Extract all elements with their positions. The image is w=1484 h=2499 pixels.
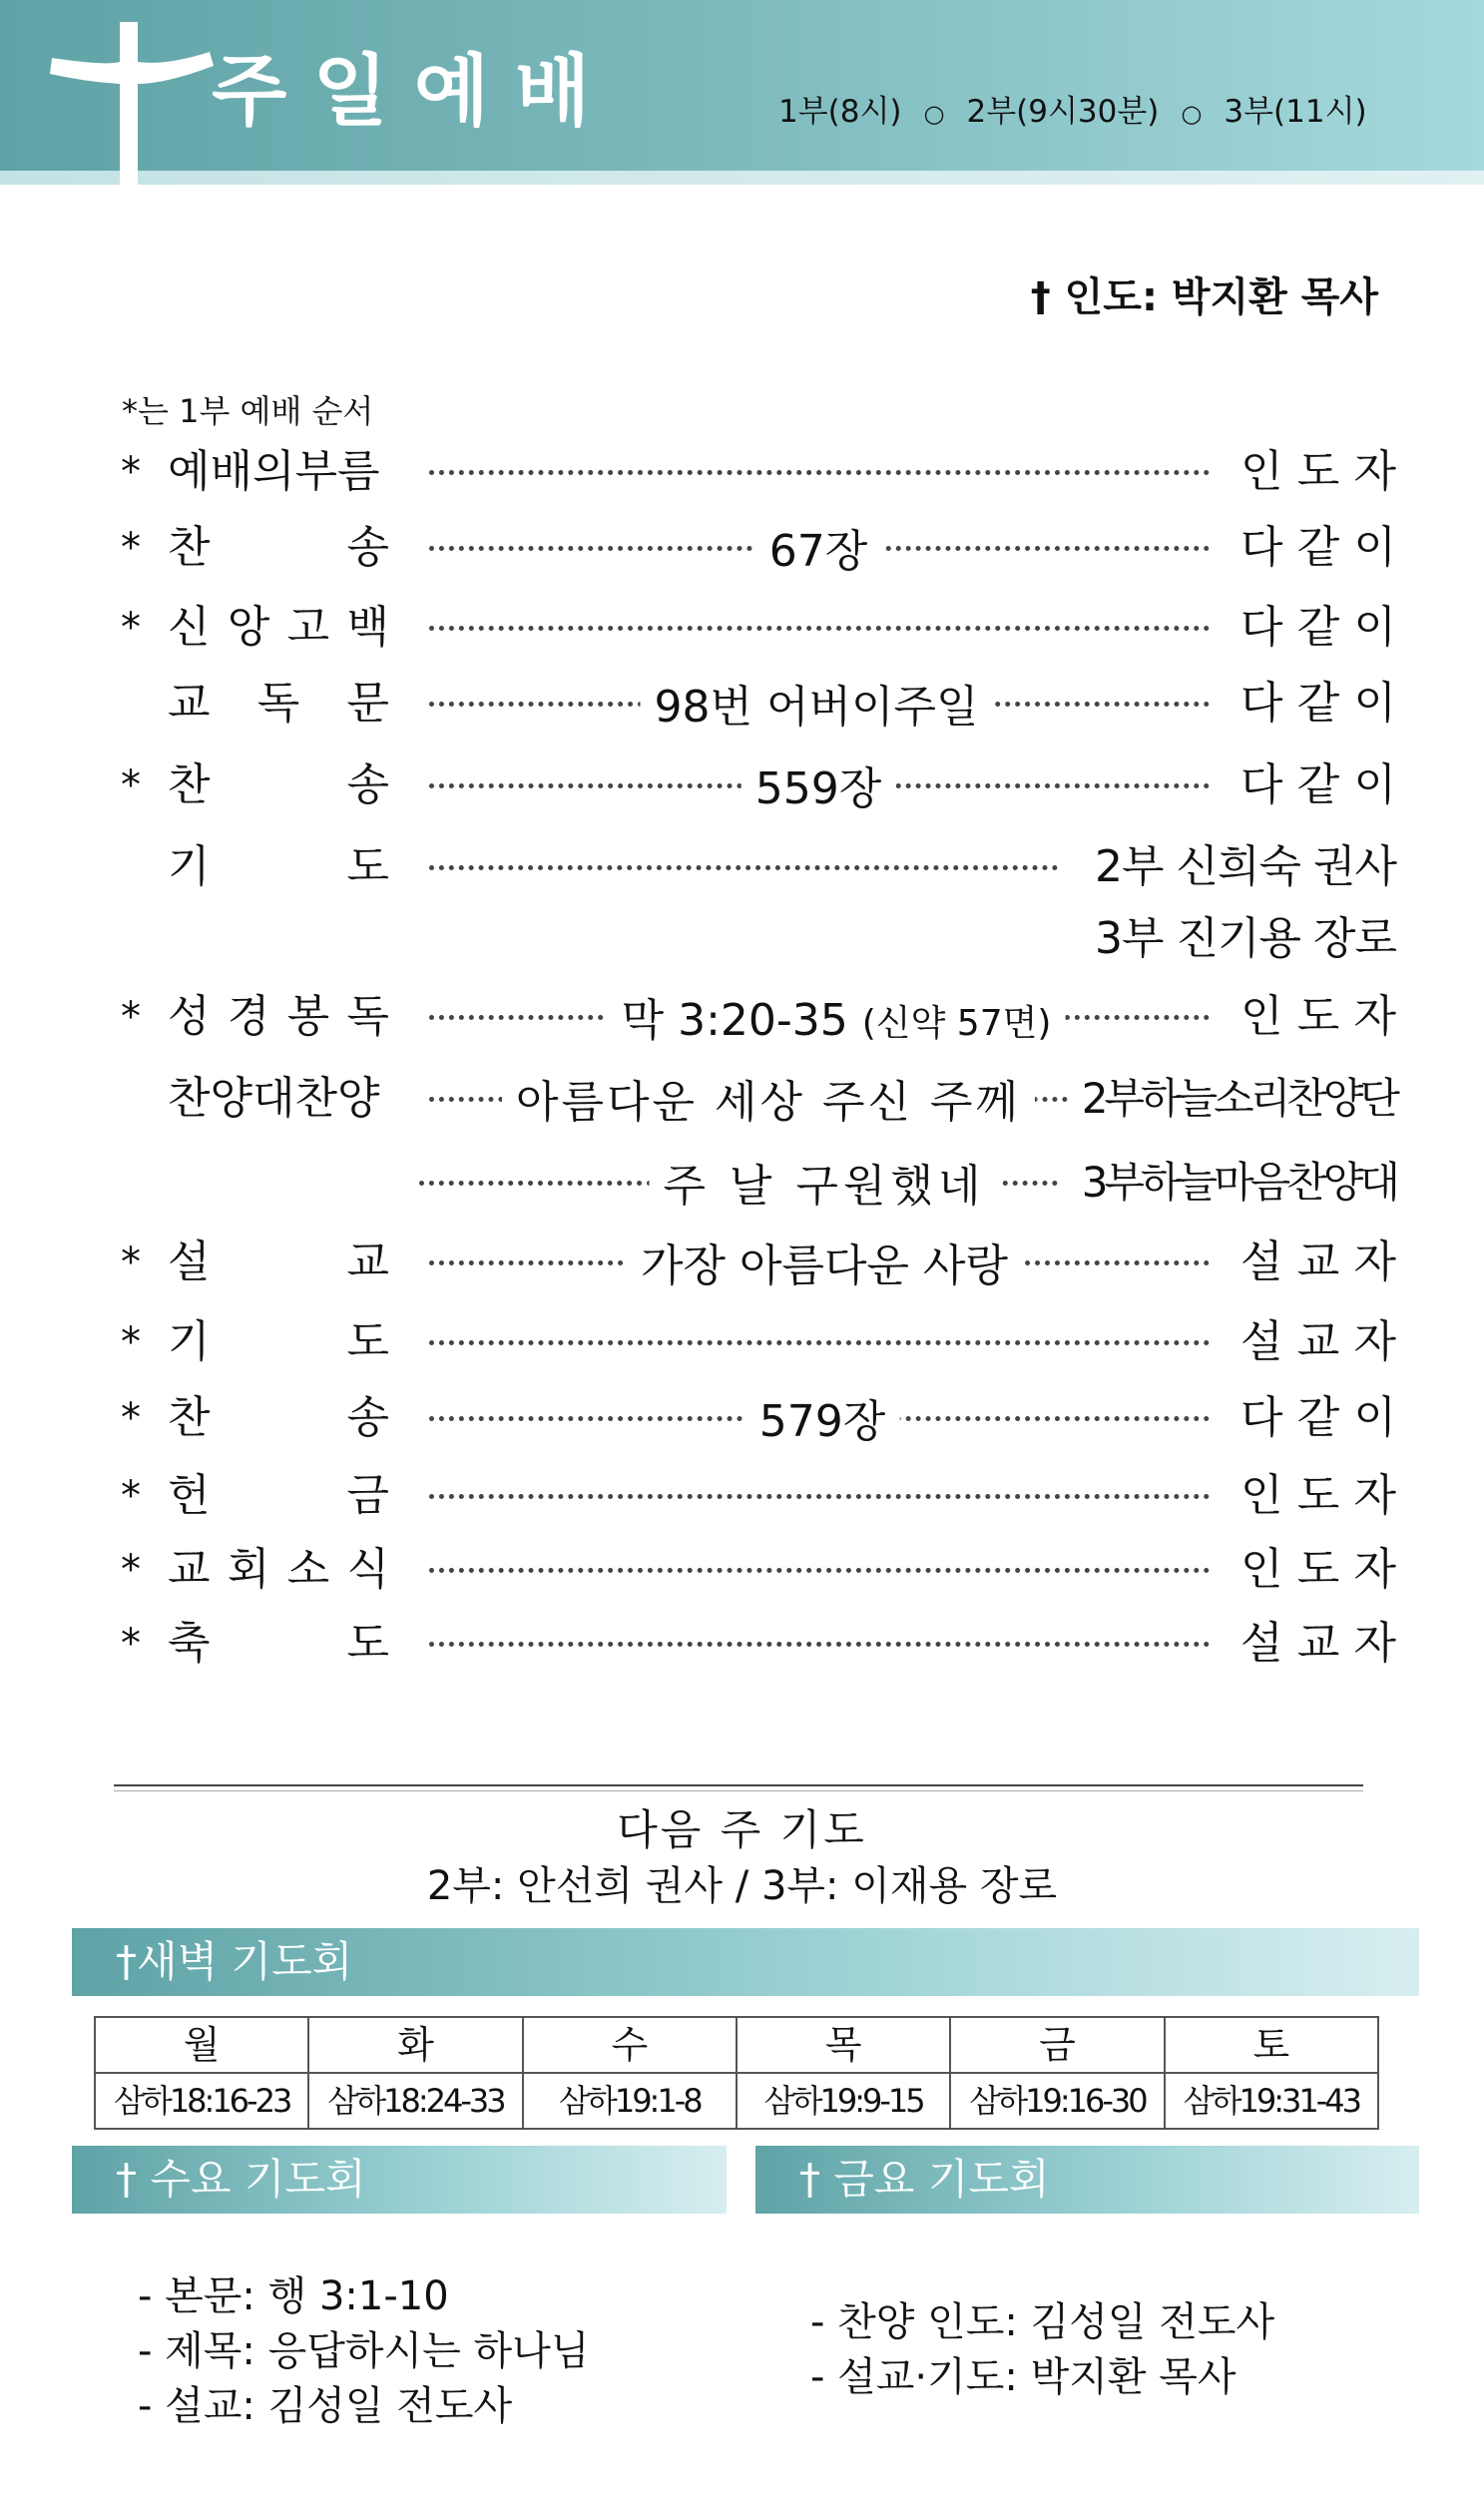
order-detail bbox=[608, 988, 1066, 1057]
order-row bbox=[0, 1385, 1484, 1451]
order-item bbox=[168, 1463, 389, 1529]
order-responsible: 2부하늘소리찬양단 bbox=[1081, 1074, 1396, 1123]
reading-cell: 삼하18:16-23 bbox=[95, 2073, 308, 2129]
label-char: 헌 bbox=[168, 1470, 211, 1521]
order-item bbox=[168, 1537, 389, 1603]
label-char: 자 bbox=[1353, 1316, 1396, 1367]
label-char: 경 bbox=[227, 991, 270, 1042]
label-char: 기 bbox=[168, 1316, 211, 1367]
label-char: 자 bbox=[1353, 1544, 1396, 1595]
scripture-reference: 막 3:20-35 bbox=[621, 995, 848, 1046]
service-times bbox=[778, 90, 1367, 136]
order-detail: 주 날 구원했네 bbox=[650, 1154, 1000, 1220]
order-item bbox=[168, 1230, 389, 1295]
cross-icon bbox=[46, 22, 216, 190]
wednesday-details bbox=[138, 2269, 589, 2434]
label-char: 도 bbox=[1296, 1544, 1340, 1595]
label-char: 찬 bbox=[168, 1392, 211, 1443]
separator: ○ bbox=[923, 100, 945, 128]
order-item bbox=[168, 1309, 389, 1375]
order-row bbox=[0, 1309, 1484, 1375]
order-item bbox=[168, 834, 389, 900]
order-row bbox=[0, 595, 1484, 661]
friday-prayer-header bbox=[755, 2146, 1419, 2214]
day-header: 수 bbox=[523, 2017, 737, 2073]
next-week-title: 다음 주 기도 bbox=[617, 1805, 867, 1854]
order-row bbox=[0, 752, 1484, 818]
order-row bbox=[0, 1463, 1484, 1529]
label-char: 이 bbox=[1353, 602, 1396, 653]
label-char: 회 bbox=[227, 1544, 270, 1595]
label-char: 설 bbox=[1240, 1618, 1283, 1669]
day-header: 금 bbox=[950, 2017, 1164, 2073]
order-responsible bbox=[1240, 1230, 1396, 1295]
dawn-prayer-header bbox=[72, 1928, 1419, 1996]
label-char: 축 bbox=[168, 1618, 211, 1669]
label-char: 다 bbox=[1240, 602, 1283, 653]
label-char: 같 bbox=[1296, 759, 1340, 810]
service-time-2: 2부(9시30분) bbox=[966, 94, 1160, 130]
list-item: - 설교·기도: 박지환 목사 bbox=[810, 2354, 1237, 2400]
order-row bbox=[0, 1230, 1484, 1295]
label-char: 교 bbox=[168, 1544, 211, 1595]
label-char: 송 bbox=[346, 1392, 389, 1443]
label-char: 설 bbox=[168, 1237, 211, 1287]
dotted-leader bbox=[429, 626, 1210, 631]
order-responsible bbox=[1240, 439, 1396, 505]
order-responsible bbox=[1240, 752, 1396, 818]
label-char: 이 bbox=[1353, 759, 1396, 810]
label-char: 교 bbox=[346, 1237, 389, 1287]
order-row bbox=[0, 515, 1484, 581]
order-responsible: 3부 진기용 장로 bbox=[1095, 913, 1396, 964]
label-char: 성 bbox=[168, 991, 211, 1042]
label-char: 인 bbox=[1240, 446, 1283, 497]
label-char: 인 bbox=[1240, 991, 1283, 1042]
order-row-continued bbox=[0, 1150, 1484, 1216]
label-char: 자 bbox=[1353, 1618, 1396, 1669]
table-header-row bbox=[95, 2017, 1378, 2073]
day-header: 목 bbox=[737, 2017, 950, 2073]
reading-cell: 삼하19:1-8 bbox=[523, 2073, 737, 2129]
order-row bbox=[0, 1611, 1484, 1677]
section-divider bbox=[114, 1784, 1363, 1791]
next-week-text: 2부: 안선희 권사 / 3부: 이재용 장로 bbox=[426, 1863, 1058, 1909]
label-char: 도 bbox=[1296, 1470, 1340, 1521]
order-item bbox=[168, 671, 389, 737]
order-item bbox=[168, 752, 389, 818]
order-row bbox=[0, 984, 1484, 1050]
label-char: 독 bbox=[256, 678, 300, 729]
order-responsible bbox=[1240, 984, 1396, 1050]
order-item: 찬양대찬양 bbox=[168, 1073, 380, 1124]
label-char: 교 bbox=[168, 678, 211, 729]
star-mark: * bbox=[121, 1319, 141, 1365]
label-char: 같 bbox=[1296, 522, 1340, 573]
label-char: 식 bbox=[346, 1544, 389, 1595]
label-char: 다 bbox=[1240, 1392, 1283, 1443]
order-responsible bbox=[1240, 1463, 1396, 1529]
label-char: 기 bbox=[168, 841, 211, 892]
order-responsible bbox=[1240, 1611, 1396, 1677]
order-responsible: 2부 신희숙 권사 bbox=[1095, 841, 1396, 892]
label-char: 이 bbox=[1353, 522, 1396, 573]
label-char: 교 bbox=[1296, 1618, 1340, 1669]
label-char: 다 bbox=[1240, 678, 1283, 729]
label-char: 도 bbox=[1296, 446, 1340, 497]
label-char: 신 bbox=[168, 602, 211, 653]
label-char: 교 bbox=[1296, 1316, 1340, 1367]
service-time-3: 3부(11시) bbox=[1224, 94, 1367, 130]
list-item: - 설교: 김성일 전도사 bbox=[138, 2383, 513, 2429]
label-char: 같 bbox=[1296, 602, 1340, 653]
dotted-leader bbox=[429, 470, 1210, 475]
star-mark: * bbox=[121, 449, 141, 495]
order-row-continued bbox=[0, 906, 1484, 972]
star-mark: * bbox=[121, 1547, 141, 1593]
label-char: 자 bbox=[1353, 991, 1396, 1042]
dotted-leader bbox=[429, 1494, 1210, 1499]
label-char: 설 bbox=[1240, 1237, 1283, 1287]
label-char: 찬 bbox=[168, 759, 211, 810]
order-row bbox=[0, 1066, 1484, 1132]
leader-info: † 인도: 박지환 목사 bbox=[1030, 274, 1378, 320]
service-time-1: 1부(8시) bbox=[778, 94, 902, 130]
section-title: † 수요 기도회 bbox=[116, 2155, 366, 2204]
label-char: 자 bbox=[1353, 1237, 1396, 1287]
order-item bbox=[168, 515, 389, 581]
dotted-leader bbox=[429, 1340, 1210, 1345]
star-mark: * bbox=[121, 1395, 141, 1441]
label-char: 도 bbox=[1296, 991, 1340, 1042]
star-mark: * bbox=[121, 525, 141, 571]
label-char: 같 bbox=[1296, 1392, 1340, 1443]
dotted-leader bbox=[429, 1642, 1210, 1647]
label-char: 이 bbox=[1353, 678, 1396, 729]
order-item: 예배의부름 bbox=[168, 446, 380, 497]
label-char: 금 bbox=[346, 1470, 389, 1521]
label-char: 고 bbox=[286, 602, 330, 653]
label-char: 다 bbox=[1240, 522, 1283, 573]
section-title: † 금요 기도회 bbox=[799, 2155, 1050, 2204]
label-char: 다 bbox=[1240, 759, 1283, 810]
label-char: 백 bbox=[346, 602, 389, 653]
day-header: 토 bbox=[1165, 2017, 1378, 2073]
reading-cell: 삼하19:9-15 bbox=[737, 2073, 950, 2129]
label-char: 이 bbox=[1353, 1392, 1396, 1443]
order-row bbox=[0, 834, 1484, 900]
star-mark: * bbox=[121, 994, 141, 1040]
order-row bbox=[0, 439, 1484, 505]
label-char: 소 bbox=[286, 1544, 330, 1595]
order-responsible bbox=[1240, 1309, 1396, 1375]
order-detail: 아름다운 세상 주신 주께 bbox=[502, 1070, 1035, 1136]
order-detail: 67장 bbox=[755, 519, 882, 585]
order-note: *는 1부 예배 순서 bbox=[122, 392, 374, 430]
dawn-schedule-table bbox=[94, 2016, 1379, 2130]
label-char: 봉 bbox=[286, 991, 330, 1042]
reading-cell: 삼하18:24-33 bbox=[308, 2073, 522, 2129]
order-item bbox=[168, 1611, 389, 1677]
label-char: 인 bbox=[1240, 1470, 1283, 1521]
label-char: 송 bbox=[346, 522, 389, 573]
order-responsible bbox=[1240, 1385, 1396, 1451]
order-item bbox=[168, 984, 389, 1050]
list-item: - 제목: 응답하시는 하나님 bbox=[138, 2328, 590, 2374]
day-header: 화 bbox=[308, 2017, 522, 2073]
label-char: 찬 bbox=[168, 522, 211, 573]
order-detail: 98번 어버이주일 bbox=[641, 675, 993, 741]
order-item bbox=[168, 595, 389, 661]
wednesday-prayer-header bbox=[72, 2146, 727, 2214]
star-mark: * bbox=[121, 762, 141, 808]
label-char: 송 bbox=[346, 759, 389, 810]
label-char: 자 bbox=[1353, 1470, 1396, 1521]
star-mark: * bbox=[121, 1240, 141, 1285]
label-char: 문 bbox=[346, 678, 389, 729]
dotted-leader bbox=[429, 1568, 1210, 1573]
label-char: 도 bbox=[346, 1316, 389, 1367]
star-mark: * bbox=[121, 605, 141, 651]
table-row bbox=[95, 2073, 1378, 2129]
order-responsible bbox=[1240, 1537, 1396, 1603]
label-char: 교 bbox=[1296, 1237, 1340, 1287]
label-char: 자 bbox=[1353, 446, 1396, 497]
order-responsible bbox=[1240, 671, 1396, 737]
separator: ○ bbox=[1181, 100, 1203, 128]
order-responsible: 3부하늘마음찬양대 bbox=[1081, 1158, 1396, 1207]
day-header: 월 bbox=[95, 2017, 308, 2073]
friday-details bbox=[810, 2295, 1274, 2405]
star-mark: * bbox=[121, 1473, 141, 1519]
list-item: - 본문: 행 3:1-10 bbox=[138, 2273, 449, 2319]
list-item: - 찬양 인도: 김성일 전도사 bbox=[810, 2299, 1275, 2345]
reading-cell: 삼하19:16-30 bbox=[950, 2073, 1164, 2129]
label-char: 도 bbox=[346, 1618, 389, 1669]
dotted-leader bbox=[429, 865, 1058, 870]
label-char: 독 bbox=[346, 991, 389, 1042]
header-band bbox=[0, 171, 1484, 185]
order-detail: 가장 아름다운 사랑 bbox=[627, 1234, 1022, 1299]
label-char: 도 bbox=[346, 841, 389, 892]
order-responsible bbox=[1240, 595, 1396, 661]
order-detail: 559장 bbox=[742, 756, 896, 822]
order-responsible bbox=[1240, 515, 1396, 581]
reading-cell: 삼하19:31-43 bbox=[1165, 2073, 1378, 2129]
label-char: 앙 bbox=[227, 602, 270, 653]
star-mark: * bbox=[121, 1621, 141, 1667]
order-detail: 579장 bbox=[745, 1389, 900, 1455]
label-char: 설 bbox=[1240, 1316, 1283, 1367]
page-title: 주일예배 bbox=[212, 47, 617, 137]
label-char: 같 bbox=[1296, 678, 1340, 729]
label-char: 인 bbox=[1240, 1544, 1283, 1595]
order-item bbox=[168, 1385, 389, 1451]
scripture-page: (신약 57면) bbox=[861, 1003, 1052, 1044]
order-row bbox=[0, 671, 1484, 737]
section-title: †새벽 기도회 bbox=[116, 1937, 353, 1986]
order-row bbox=[0, 1537, 1484, 1603]
